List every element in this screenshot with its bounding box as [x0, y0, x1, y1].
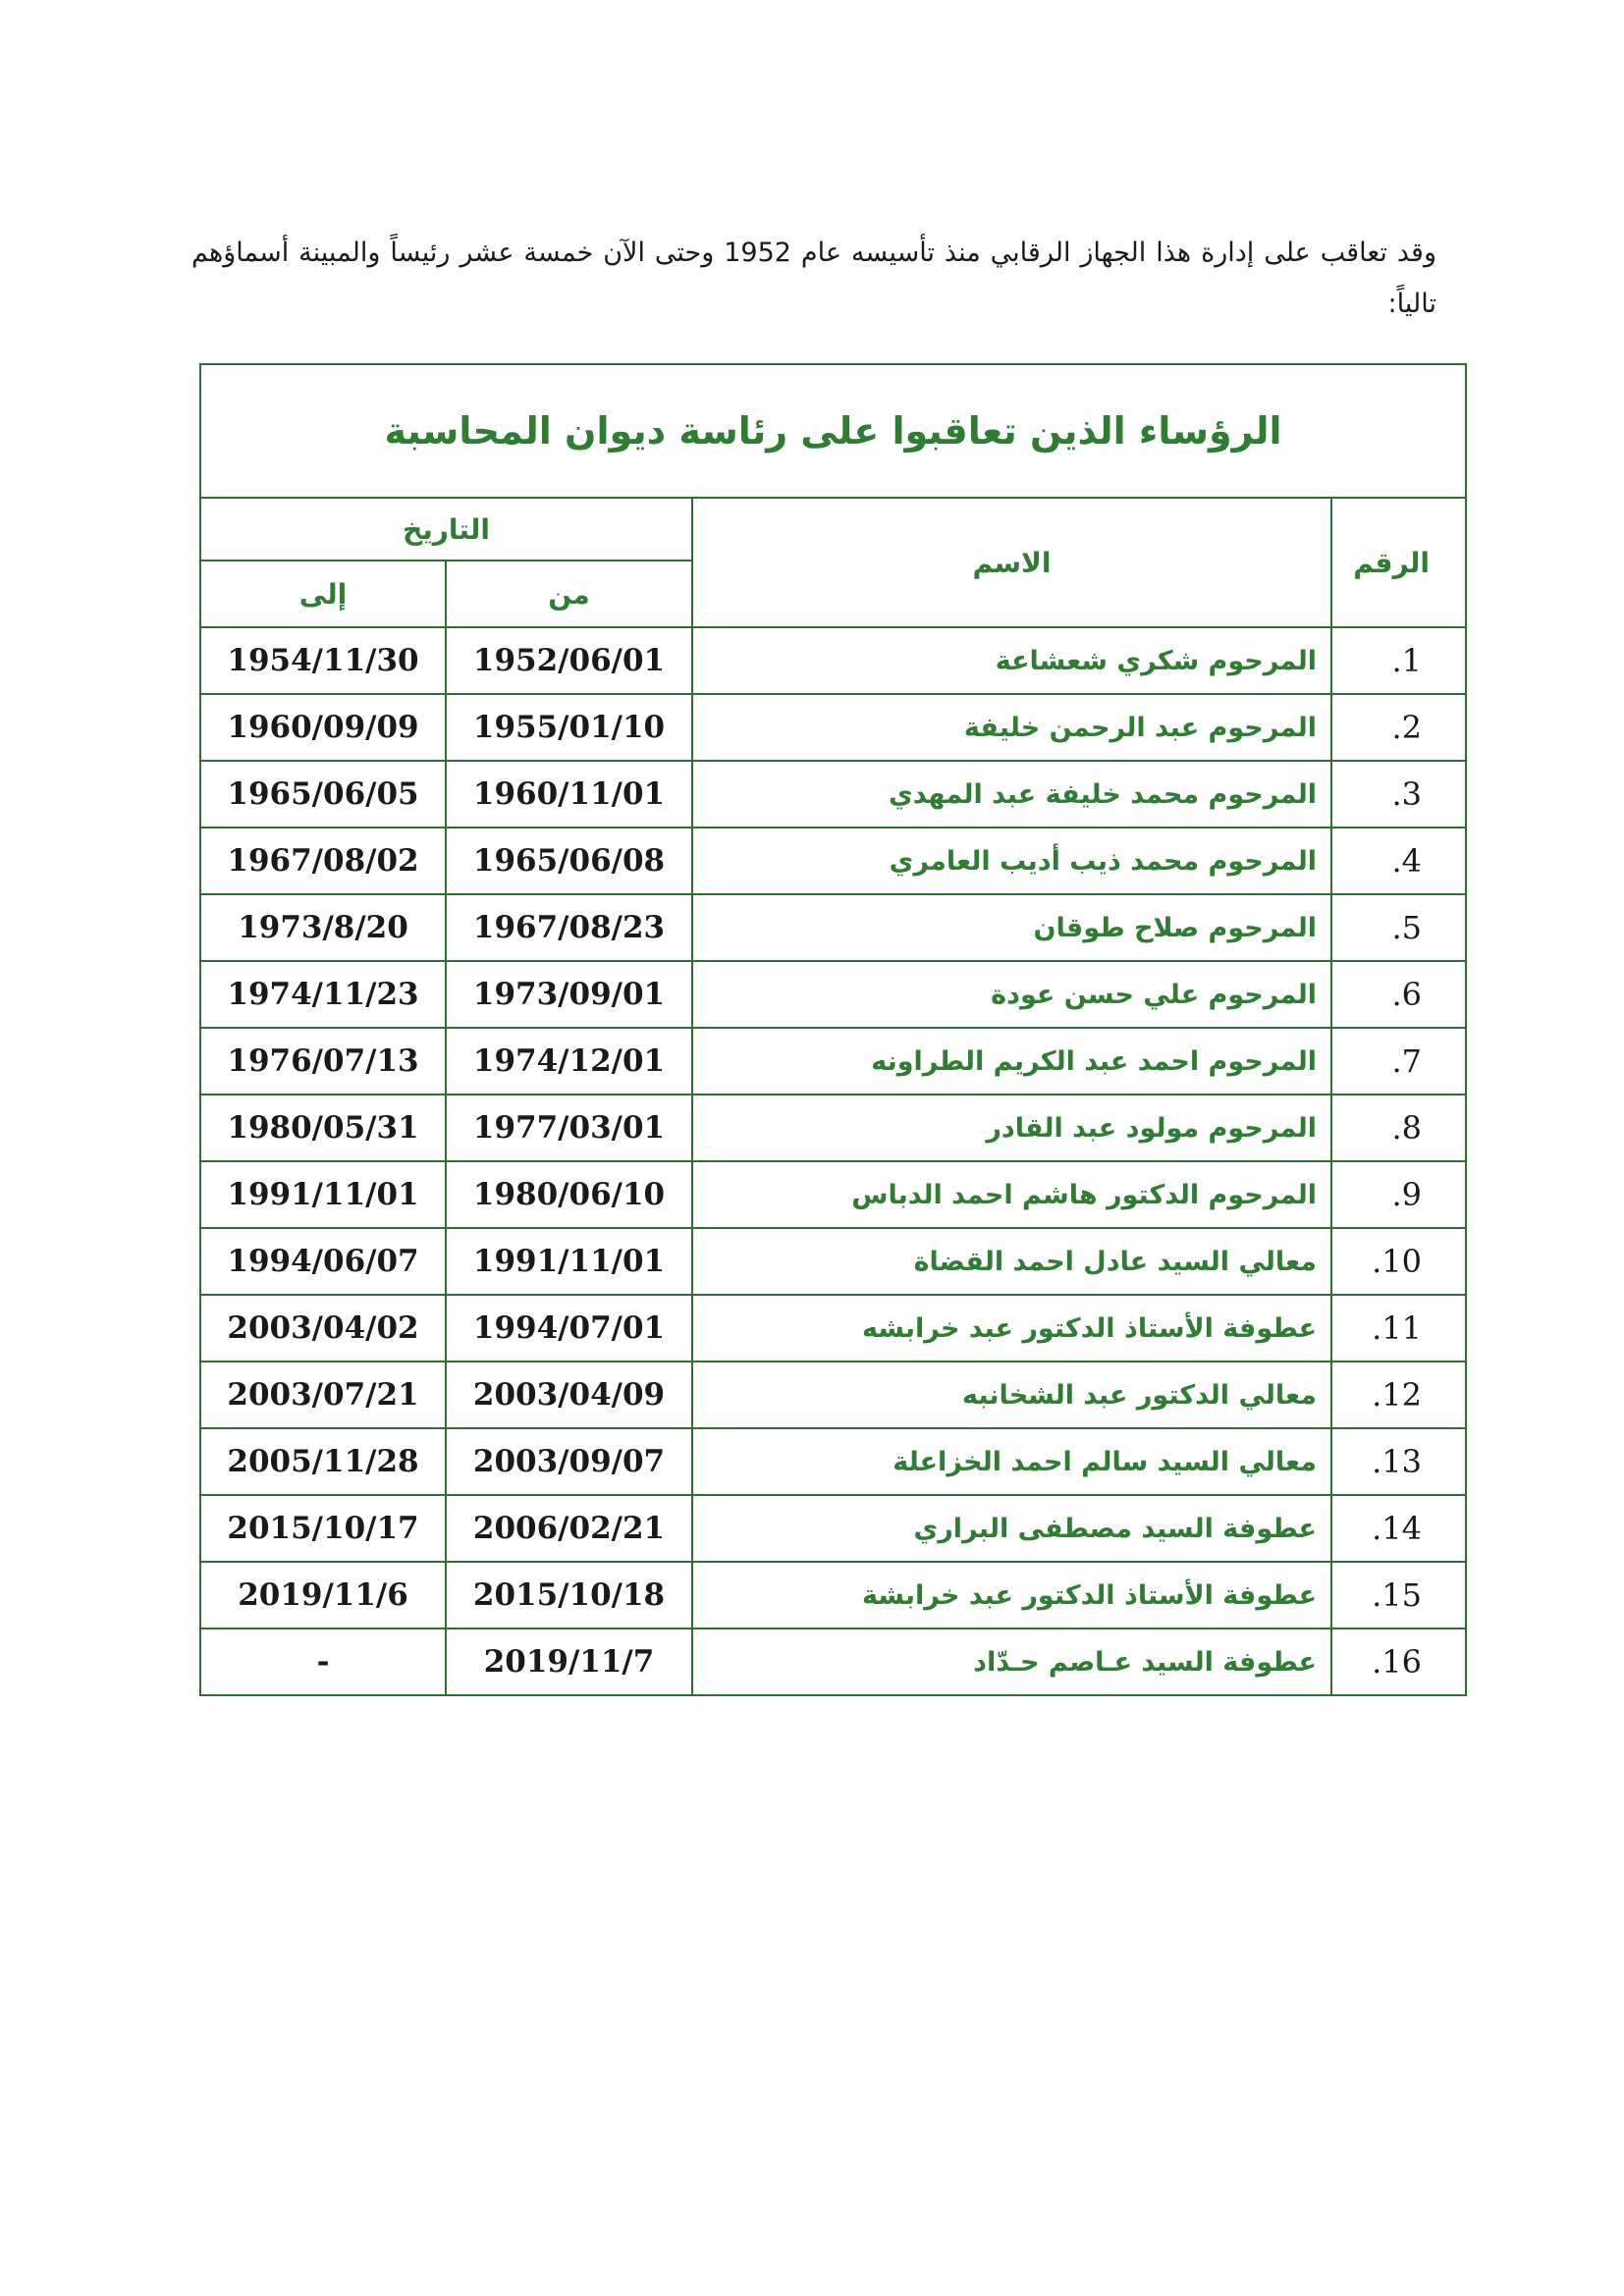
table-row — [200, 1095, 1466, 1161]
president-name: عطوفة السيد مصطفى البراري — [692, 1495, 1331, 1562]
president-name: المرحوم مولود عبد القادر — [692, 1095, 1331, 1161]
date-to: 2003/07/21 — [200, 1362, 446, 1428]
president-name: المرحوم احمد عبد الكريم الطراونه — [692, 1028, 1331, 1095]
date-from: 1991/11/01 — [446, 1228, 692, 1295]
date-from: 1952/06/01 — [446, 627, 692, 694]
table-row — [200, 761, 1466, 828]
row-number: 2. — [1331, 694, 1466, 761]
date-from: 2003/09/07 — [446, 1428, 692, 1495]
date-to: 1974/11/23 — [200, 961, 446, 1028]
date-to: 1954/11/30 — [200, 627, 446, 694]
date-from: 1994/07/01 — [446, 1295, 692, 1362]
row-number: 10. — [1331, 1228, 1466, 1295]
date-from: 1974/12/01 — [446, 1028, 692, 1095]
date-to: 1980/05/31 — [200, 1095, 446, 1161]
date-to: 2005/11/28 — [200, 1428, 446, 1495]
president-name: المرحوم شكري شعشاعة — [692, 627, 1331, 694]
table-row — [200, 1428, 1466, 1495]
date-to: 2003/04/02 — [200, 1295, 446, 1362]
table-row — [200, 1562, 1466, 1629]
row-number: 9. — [1331, 1161, 1466, 1228]
date-from: 1977/03/01 — [446, 1095, 692, 1161]
table-row — [200, 694, 1466, 761]
date-to: 1965/06/05 — [200, 761, 446, 828]
date-from: 2019/11/7 — [446, 1629, 692, 1695]
date-from: 1955/01/10 — [446, 694, 692, 761]
president-name: المرحوم الدكتور هاشم احمد الدباس — [692, 1161, 1331, 1228]
table-title — [200, 364, 1466, 498]
row-number: 16. — [1331, 1629, 1466, 1695]
table-row — [200, 894, 1466, 961]
president-name: عطوفة السيد عـاصم حـدّاد — [692, 1629, 1331, 1695]
date-from: 1965/06/08 — [446, 828, 692, 894]
row-number: 14. — [1331, 1495, 1466, 1562]
president-name: معالي السيد عادل احمد القضاة — [692, 1228, 1331, 1295]
president-name: المرحوم محمد ذيب أديب العامري — [692, 828, 1331, 894]
table-row — [200, 1228, 1466, 1295]
table-row — [200, 961, 1466, 1028]
president-name: المرحوم علي حسن عودة — [692, 961, 1331, 1028]
president-name: معالي الدكتور عبد الشخانبه — [692, 1362, 1331, 1428]
date-to: 2015/10/17 — [200, 1495, 446, 1562]
table-header-row — [200, 498, 1466, 561]
row-number: 1. — [1331, 627, 1466, 694]
table-row — [200, 1362, 1466, 1428]
date-to: 1967/08/02 — [200, 828, 446, 894]
header-to: إلى — [200, 561, 446, 627]
table-row — [200, 1028, 1466, 1095]
table-row — [200, 828, 1466, 894]
row-number: 13. — [1331, 1428, 1466, 1495]
president-name: المرحوم عبد الرحمن خليفة — [692, 694, 1331, 761]
date-to: 1973/8/20 — [200, 894, 446, 961]
table-body — [200, 627, 1466, 1695]
date-from: 2003/04/09 — [446, 1362, 692, 1428]
date-to: 1976/07/13 — [200, 1028, 446, 1095]
table-row — [200, 627, 1466, 694]
date-from: 2015/10/18 — [446, 1562, 692, 1629]
table-title-row — [200, 364, 1466, 498]
date-to: 1994/06/07 — [200, 1228, 446, 1295]
president-name: معالي السيد سالم احمد الخزاعلة — [692, 1428, 1331, 1495]
header-date: التاريخ — [200, 498, 692, 561]
row-number: 11. — [1331, 1295, 1466, 1362]
row-number: 7. — [1331, 1028, 1466, 1095]
row-number: 6. — [1331, 961, 1466, 1028]
row-number: 12. — [1331, 1362, 1466, 1428]
date-from: 1980/06/10 — [446, 1161, 692, 1228]
row-number: 4. — [1331, 828, 1466, 894]
date-to: 2019/11/6 — [200, 1562, 446, 1629]
date-from: 1960/11/01 — [446, 761, 692, 828]
presidents-table — [199, 363, 1467, 1696]
header-name: الاسم — [692, 498, 1331, 627]
date-to: 1991/11/01 — [200, 1161, 446, 1228]
table-title-text: الرؤساء الذين تعاقبوا على رئاسة ديوان المحاسبة — [384, 409, 1282, 453]
date-from: 2006/02/21 — [446, 1495, 692, 1562]
header-from: من — [446, 561, 692, 627]
table-row — [200, 1295, 1466, 1362]
row-number: 5. — [1331, 894, 1466, 961]
date-from: 1967/08/23 — [446, 894, 692, 961]
president-name: المرحوم صلاح طوقان — [692, 894, 1331, 961]
intro-paragraph: وقد تعاقب على إدارة هذا الجهاز الرقابي منذ تأسيسه عام 1952 وحتى الآن خمسة عشر رئيساً والمبينة أسماؤهم تالياً: — [191, 238, 1436, 319]
date-to: 1960/09/09 — [200, 694, 446, 761]
date-to: - — [200, 1629, 446, 1695]
table-row — [200, 1629, 1466, 1695]
header-number: الرقم — [1331, 498, 1466, 627]
date-from: 1973/09/01 — [446, 961, 692, 1028]
table-row — [200, 1495, 1466, 1562]
row-number: 15. — [1331, 1562, 1466, 1629]
president-name: عطوفة الأستاذ الدكتور عبد خرابشة — [692, 1562, 1331, 1629]
table-row — [200, 1161, 1466, 1228]
president-name: المرحوم محمد خليفة عبد المهدي — [692, 761, 1331, 828]
row-number: 8. — [1331, 1095, 1466, 1161]
row-number: 3. — [1331, 761, 1466, 828]
president-name: عطوفة الأستاذ الدكتور عبد خرابشه — [692, 1295, 1331, 1362]
